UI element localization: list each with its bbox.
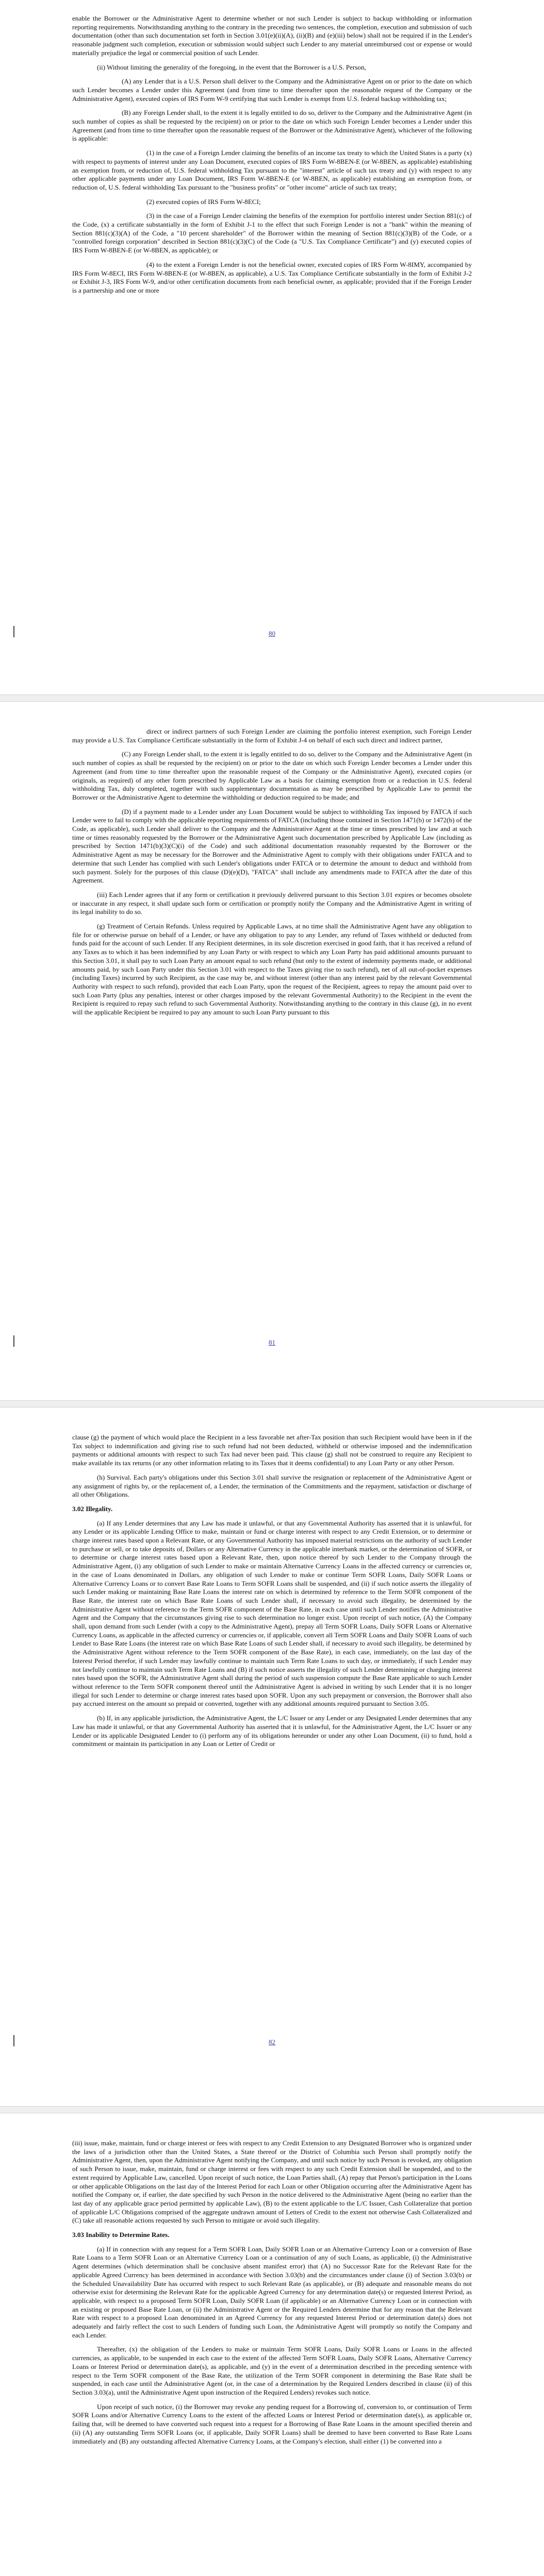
page-81-body [72,727,472,1023]
paragraph: (iii) issue, make, maintain, fund or charge interest or fees with respect to any Credit Extension to any Designated Borrower who is organized under the laws of a jurisdiction other than the United States, a State thereof or the District of Columbia such Person shall promptly notify the Administrative Agent, then, upon the Administrative Agent notifying the Company, and until such notice by such Person is revoked, any obligation of such Person to issue, make, maintain, fund or charge interest or fees with respect to any such Credit Extension shall be suspended, and to the extent required by Applicable Law, cancelled. Upon receipt of such notice, the Loan Parties shall, (A) repay that Person's participation in the Loans or other applicable Obligations on the last day of the Interest Period for each Loan or other Obligation occurring after the Administrative Agent has notified the Company or, if earlier, the date specified by such Person in the notice delivered to the Administrative Agent (being no earlier than the last day of any applicable grace period permitted by applicable Law), (B) to the extent applicable to the L/C Issuer, Cash Collateralize that portion of applicable L/C Obligations comprised of the aggregate undrawn amount of Letters of Credit to the extent not otherwise Cash Collateralized and (C) take all reasonable actions requested by such Person to mitigate or avoid such illegality. [72,2139,472,2225]
page-number[interactable]: 82 [269,2038,275,2046]
paragraph: (B) any Foreign Lender shall, to the extent it is legally entitled to do so, deliver to the Company and the Administrative Agent (in such number of copies as shall be requested by the recipient) on or prior to the date on which such Foreign Lender becomes a Lender under this Agreement (and from time to time thereafter upon the reasonable request of the Borrower or the Administrative Agent), whichever of the following is applicable: [72,109,472,143]
document-page-80 [0,0,544,694]
paragraph: (a) If in connection with any request for a Term SOFR Loan, Daily SOFR Loan or an Alternative Currency Loan or a conversion of Base Rate Loans to a Term SOFR Loan or an Alternative Currency Loan or a continuation of any of such Loans, as applicable, (i) the Administrative Agent determines (which determination shall be conclusive absent manifest error) that (A) no Successor Rate for the Relevant Rate for the applicable Agreed Currency has been determined in accordance with Section 3.03(b) and the circumstances under clause (i) of Section 3.03(b) or the Scheduled Unavailability Date has occurred with respect to such Relevant Rate (as applicable), or (B) adequate and reasonable means do not otherwise exist for determining the Relevant Rate for the applicable Agreed Currency for any determination date(s) or requested Interest Period, as applicable, with respect to a proposed Term SOFR Loan, Daily SOFR Loan (if applicable) or an Alternative Currency Loan or in connection with an existing or proposed Base Rate Loan, or (ii) the Administrative Agent or the Required Lenders determine that for any reason that the Relevant Rate with respect to a proposed Loan denominated in an Agreed Currency for any requested Interest Period or determination date(s) does not adequately and fairly reflect the cost to such Lenders of funding such Loan, the Administrative Agent will promptly so notify the Company and each Lender. [72,2245,472,2339]
section-heading: 3.02 Illegality. [72,1504,113,1513]
paragraph: direct or indirect partners of such Foreign Lender are claiming the portfolio interest exemption, such Foreign Lender may provide a U.S. Tax Compliance Certificate substantially in the form of Exhibit J-4 on behalf of each such direct and indirect partner, [72,727,472,744]
page-number[interactable]: 81 [269,1338,275,1346]
paragraph: (iii) Each Lender agrees that if any form or certification it previously delivered pursuant to this Section 3.01 expires or becomes obsolete or inaccurate in any respect, it shall update such form or certification or promptly notify the Company and the Administrative Agent in writing of its legal inability to do so. [72,890,472,916]
paragraph: enable the Borrower or the Administrative Agent to determine whether or not such Lender is subject to backup withholding or information reporting requirements. Notwithstanding anything to the contrary in the preceding two sentences, the completion, execution and submission of such documentation (other than such documentation set forth in Section 3.01(e)(ii)(A), (ii)(B) and (e)(iii) below) shall not be required if in the Lender's reasonable judgment such completion, execution or submission would subject such Lender to any material unreimbursed cost or expense or would materially prejudice the legal or commercial position of such Lender. [72,14,472,57]
paragraph: (h) Survival. Each party's obligations under this Section 3.01 shall survive the resignation or replacement of the Administrative Agent or any assignment of rights by, or the replacement of, a Lender, the termination of the Commitments and the repayment, satisfaction or discharge of all other Obligations. [72,1473,472,1499]
paragraph: (b) If, in any applicable jurisdiction, the Administrative Agent, the L/C Issuer or any Lender or any Designated Lender determines that any Law has made it unlawful, or that any Governmental Authority has asserted that it is unlawful, for the Administrative Agent, the L/C Issuer or any Lender or its applicable Designated Lender to (i) perform any of its obligations hereunder or under any other Loan Document, (ii) to fund, hold a commitment or maintain its participation in any Loan or Letter of Credit or [72,1714,472,1748]
page-80-body [72,14,472,301]
document-page-82 [0,1408,544,2106]
paragraph: (C) any Foreign Lender shall, to the extent it is legally entitled to do so, deliver to the Company and the Administrative Agent (in such number of copies as shall be requested by the recipient) on or prior to the date on which such Foreign Lender becomes a Lender under this Agreement (and from time to time thereafter upon the reasonable request of the Company or the Administrative Agent), executed copies (or originals, as required) of any other form prescribed by Applicable Law as a basis for claiming exemption from or a reduction in U.S. federal withholding Tax, duly completed, together with such supplementary documentation as may be prescribed by Applicable Law to permit the Borrower or the Administrative Agent to determine the withholding or deduction required to be made; and [72,750,472,801]
paragraph: Thereafter, (x) the obligation of the Lenders to make or maintain Term SOFR Loans, Daily SOFR Loans or Loans in the affected currencies, as applicable, to be suspended in each case to the extent of the affected Term SOFR Loans, Daily SOFR Loans, Alternative Currency Loans or Interest Period or determination date(s), as applicable, and (y) in the event of a determination described in the preceding sentence with respect to the Term SOFR component of the Base Rate, the utilization of the Term SOFR component in determining the Base Rate shall be suspended, in each case until the Administrative Agent (or, in the case of a determination by the Required Lenders described in clause (ii) of this Section 3.03(a), until the Administrative Agent upon instruction of the Required Lenders) revokes such notice. [72,2345,472,2396]
paragraph: (D) if a payment made to a Lender under any Loan Document would be subject to withholding Tax imposed by FATCA if such Lender were to fail to comply with the applicable reporting requirements of FATCA (including those contained in Section 1471(b) or 1472(b) of the Code, as applicable), such Lender shall deliver to the Company and the Administrative Agent at the time or times prescribed by law and at such time or times reasonably requested by the Borrower or the Administrative Agent such documentation prescribed by Applicable Law (including as prescribed by Section 1471(b)(3)(C)(i) of the Code) and such additional documentation reasonably requested by the Borrower or the Administrative Agent as may be necessary for the Borrower and the Administrative Agent to comply with their obligations under FATCA and to determine that such Lender has complied with such Lender's obligations under FATCA or to determine the amount to deduct and withhold from such payment. Solely for the purposes of this clause (D)(e)(D), "FATCA" shall include any amendments made to FATCA after the date of this Agreement. [72,807,472,885]
page-number[interactable]: 80 [269,630,275,637]
page-83-body [72,2139,472,2451]
paragraph: (2) executed copies of IRS Form W-8ECI; [146,197,261,206]
paragraph: (ii) Without limiting the generality of the foregoing, in the event that the Borrower is a U.S. Person, [97,63,366,71]
paragraph: Upon receipt of such notice, (i) the Borrower may revoke any pending request for a Borrowing of, conversion to, or continuation of Term SOFR Loans and/or Alternative Currency Loans to the extent of the affected Loans or Interest Period or determination date(s), as applicable or, failing that, will be deemed to have converted such request into a request for a Borrowing of Base Rate Loans in the amount specified therein and (ii) (A) any outstanding Term SOFR Loans (or, if applicable, Daily SOFR Loans) shall be deemed to have been converted to Base Rate Loans immediately and (B) any outstanding affected Alternative Currency Loans, at the Company's election, shall either (1) be converted into a [72,2402,472,2445]
paragraph: (1) in the case of a Foreign Lender claiming the benefits of an income tax treaty to which the United States is a party (x) with respect to payments of interest under any Loan Document, executed copies of IRS Form W-8BEN-E (or W-8BEN, as applicable) establishing an exemption from, or reduction of, U.S. federal withholding Tax pursuant to the "interest" article of such tax treaty and (y) with respect to any other applicable payments under any Loan Document, IRS Form W-8BEN-E (or W-8BEN, as applicable) establishing an exemption from, or reduction of, U.S. federal withholding Tax pursuant to the "business profits" or "other income" article of such tax treaty; [72,149,472,191]
page-separator [0,694,544,702]
page-separator [0,2106,544,2113]
page-separator [0,1400,544,1408]
document-page-81 [0,702,544,1400]
paragraph: (4) to the extent a Foreign Lender is not the beneficial owner, executed copies of IRS Form W-8IMY, accompanied by IRS Form W-8ECI, IRS Form W-8BEN-E (or W-8BEN, as applicable), a U.S. Tax Compliance Certificate substantially in the form of Exhibit J-2 or Exhibit J-3, IRS Form W-9, and/or other certification documents from each beneficial owner, as applicable; provided that if the Foreign Lender is a partnership and one or more [72,260,472,294]
document-page-83 [0,2113,544,2576]
paragraph: clause (g) the payment of which would place the Recipient in a less favorable net after-Tax position than such Recipient would have been in if the Tax subject to indemnification and giving rise to such refund had not been deducted, withheld or otherwise imposed and the indemnification payments or additional amounts with respect to such Tax had never been paid. This clause (g) shall not be construed to require any Recipient to make available its tax returns (or any other information relating to its Taxes that it deems confidential) to any Loan Party or any other Person. [72,1433,472,1467]
paragraph: (a) If any Lender determines that any Law has made it unlawful, or that any Governmental Authority has asserted that it is unlawful, for any Lender or its applicable Lending Office to make, maintain or fund or charge interest with respect to any Credit Extension, or to determine or charge interest rates based upon a Relevant Rate, or any Governmental Authority has imposed material restrictions on the authority of such Lender to purchase or sell, or to take deposits of, Dollars or any Alternative Currency in the applicable interbank market, or the determination of SOFR, or to determine or charge interest rates based upon a Relevant Rate, then, upon notice thereof by such Lender to the Company through the Administrative Agent, (i) any obligation of such Lender to make or maintain Alternative Currency Loans in the affected currency or currencies or, in the case of Loans denominated in Dollars, any obligation of such Lender to make or continue Term SOFR Loans, Daily SOFR Loans or Alternative Currency Loans or to convert Base Rate Loans to Term SOFR Loans shall be suspended, and (ii) if such notice asserts the illegality of such Lender making or maintaining Base Rate Loans the interest rate on which is determined by reference to the Term SOFR component of the Base Rate, the interest rate on which Base Rate Loans of such Lender shall, if necessary to avoid such illegality, be determined by the Administrative Agent without reference to the Term SOFR component of the Base Rate, in each case until such Lender notifies the Administrative Agent and the Company that the circumstances giving rise to such determination no longer exist. Upon receipt of such notice, (A) the Company shall, upon demand from such Lender (with a copy to the Administrative Agent), prepay all Term SOFR Loans, Daily SOFR Loans or Alternative Currency Loans, as applicable in the affected currency or currencies or, if applicable, convert all Term SOFR Loans and Daily SOFR Loans of such Lender to Base Rate Loans (the interest rate on which Base Rate Loans of such Lender shall, if necessary to avoid such illegality, be determined by the Administrative Agent without reference to the Term SOFR component of the Base Rate), in each case, immediately, on the last day of the Interest Period therefor, if such Lender may lawfully continue to maintain such Term Rate Loans to such day, or immediately, if such Lender may not lawfully continue to maintain such Term Rate Loans and (B) if such notice asserts the illegality of such Lender determining or charging interest rates based upon the SOFR, the Administrative Agent shall during the period of such suspension compute the Base Rate applicable to such Lender without reference to the Term SOFR component thereof until the Administrative Agent is advised in writing by such Lender that it is no longer illegal for such Lender to determine or charge interest rates based upon SOFR. Upon any such prepayment or conversion, the Borrower shall also pay accrued interest on the amount so prepaid or converted, together with any additional amounts required pursuant to Section 3.05. [72,1519,472,1708]
paragraph: (g) Treatment of Certain Refunds. Unless required by Applicable Laws, at no time shall the Administrative Agent have any obligation to file for or otherwise pursue on behalf of a Lender, or have any obligation to pay to any Lender, any refund of Taxes withheld or deducted from funds paid for the account of such Lender. If any Recipient determines, in its sole discretion exercised in good faith, that it has received a refund of any Taxes as to which it has been indemnified by any Loan Party or with respect to which any Loan Party has paid additional amounts pursuant to this Section 3.01, it shall pay to such Loan Party an amount equal to such refund (but only to the extent of indemnity payments made, or additional amounts paid, by such Loan Party under this Section 3.01 with respect to the Taxes giving rise to such refund), net of all out-of-pocket expenses (including Taxes) incurred by such Recipient, as the case may be, and without interest (other than any interest paid by the relevant Governmental Authority with respect to such refund), provided that each Loan Party, upon the request of the Recipient, agrees to repay the amount paid over to such Loan Party (plus any penalties, interest or other charges imposed by the relevant Governmental Authority) to the Recipient in the event the Recipient is required to repay such refund to such Governmental Authority. Notwithstanding anything to the contrary in this clause (g), in no event will the applicable Recipient be required to pay any amount to such Loan Party pursuant to this [72,922,472,1016]
paragraph: (A) any Lender that is a U.S. Person shall deliver to the Company and the Administrative Agent on or prior to the date on which such Lender becomes a Lender under this Agreement (and from time to time thereafter upon the reasonable request of the Company or the Administrative Agent), executed copies of IRS Form W-9 certifying that such Lender is exempt from U.S. federal backup withholding tax; [72,77,472,103]
page-82-body [72,1433,472,1754]
paragraph: (3) in the case of a Foreign Lender claiming the benefits of the exemption for portfolio interest under Section 881(c) of the Code, (x) a certificate substantially in the form of Exhibit J-1 to the effect that such Foreign Lender is not a "bank" within the meaning of Section 881(c)(3)(A) of the Code, a "10 percent shareholder" of the Borrower within the meaning of Section 881(c)(3)(B) of the Code, or a "controlled foreign corporation" described in Section 881(c)(3)(C) of the Code (a "U.S. Tax Compliance Certificate") and (y) executed copies of IRS Form W-8BEN-E (or W-8BEN, as applicable); or [72,212,472,255]
section-heading: 3.03 Inability to Determine Rates. [72,2231,170,2239]
